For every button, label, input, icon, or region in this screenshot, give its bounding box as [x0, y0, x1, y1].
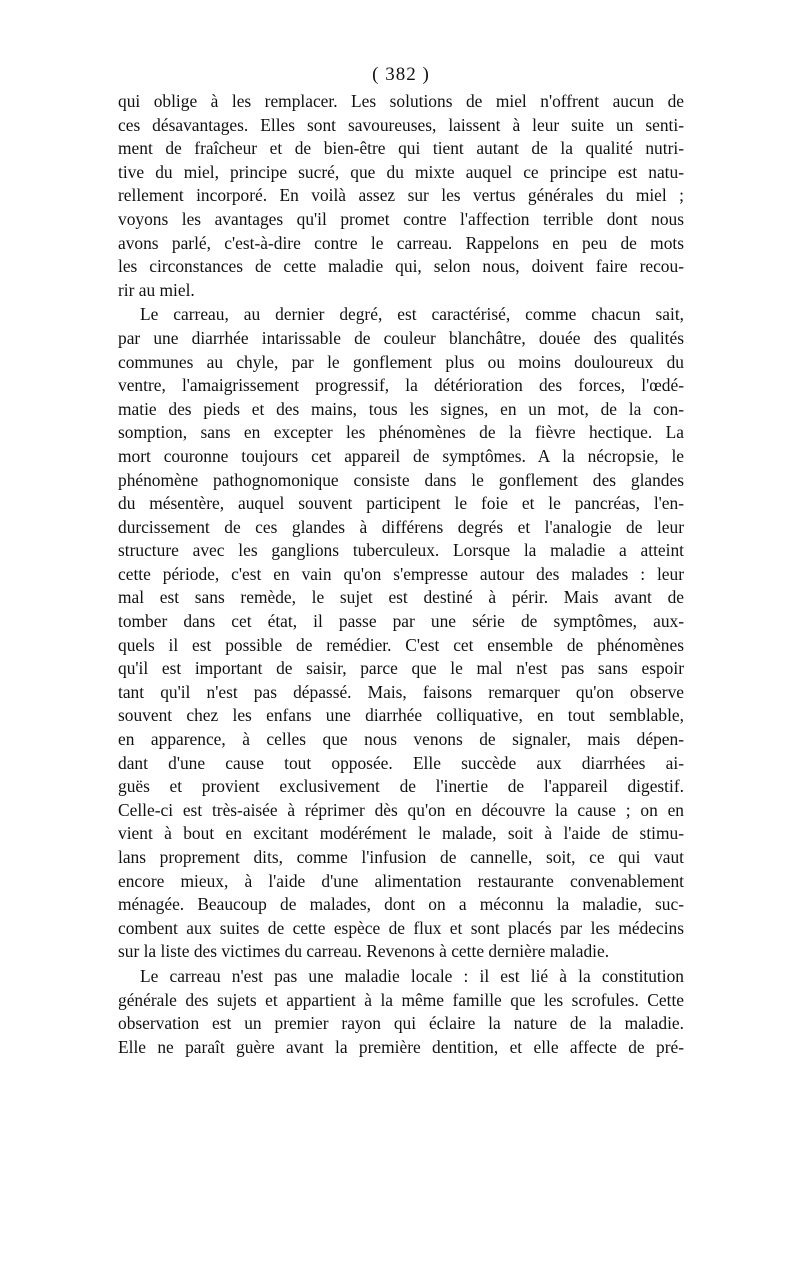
text-line: rir au miel. [118, 279, 195, 300]
text-line: tive du miel, principe sucré, que du mixte auquel ce principe est natu- [118, 161, 684, 182]
text-line: rellement incorporé. En voilà assez sur les vertus générales du miel ; [118, 185, 684, 206]
text-line: quels il est possible de remédier. C'est cet ensemble de phénomènes [118, 634, 684, 655]
text-line: tant qu'il n'est pas dépassé. Mais, faisons remarquer qu'on observe [118, 681, 684, 702]
text-line: qu'il est important de saisir, parce que le mal n'est pas sans espoir [118, 658, 684, 679]
paragraph-2 [118, 303, 684, 964]
text-line: combent aux suites de cette espèce de flux et sont placés par les médecins [118, 917, 684, 938]
text-line: structure avec les ganglions tuberculeux. Lorsque la maladie a atteint [118, 540, 684, 561]
text-line: tomber dans cet état, il passe par une série de symptômes, aux- [118, 611, 684, 632]
text-line: par une diarrhée intarissable de couleur blanchâtre, douée des qualités [118, 327, 684, 348]
text-line: cette période, c'est en vain qu'on s'empresse autour des malades : leur [118, 563, 684, 584]
text-line: somption, sans en excepter les phénomènes de la fièvre hectique. La [118, 422, 684, 443]
text-line: communes au chyle, par le gonflement plus ou moins douloureux du [118, 351, 684, 372]
text-line: phénomène pathognomonique consiste dans le gonflement des glandes [118, 469, 684, 490]
text-line: souvent chez les enfans une diarrhée colliquative, en tout semblable, [118, 705, 684, 726]
text-line: mal est sans remède, le sujet est destiné à périr. Mais avant de [118, 587, 684, 608]
text-line: ment de fraîcheur et de bien-être qui tient autant de la qualité nutri- [118, 138, 684, 159]
text-line: Le carreau, au dernier degré, est caractérisé, comme chacun sait, [140, 304, 684, 325]
text-line: observation est un premier rayon qui éclaire la nature de la maladie. [118, 1013, 684, 1034]
text-line: les circonstances de cette maladie qui, selon nous, doivent faire recou- [118, 256, 684, 277]
book-page [118, 62, 684, 1059]
paragraph-1 [118, 90, 684, 302]
text-line: Elle ne paraît guère avant la première dentition, et elle affecte de pré- [118, 1036, 684, 1057]
text-line: voyons les avantages qu'il promet contre l'affection terrible dont nous [118, 208, 684, 229]
text-line: avons parlé, c'est-à-dire contre le carreau. Rappelons en peu de mots [118, 232, 684, 253]
text-line: sur la liste des victimes du carreau. Revenons à cette dernière maladie. [118, 941, 610, 962]
text-line: vient à bout en excitant modérément le malade, soit à l'aide de stimu- [118, 823, 684, 844]
text-line: générale des sujets et appartient à la même famille que les scrofules. Cette [118, 989, 684, 1010]
text-line: du mésentère, auquel souvent participent le foie et le pancréas, l'en- [118, 493, 684, 514]
text-line: dant d'une cause tout opposée. Elle succède aux diarrhées ai- [118, 752, 684, 773]
text-line: qui oblige à les remplacer. Les solutions de miel n'offrent aucun de [118, 91, 684, 111]
text-line: encore mieux, à l'aide d'une alimentation restaurante convenablement [118, 870, 684, 891]
text-line: matie des pieds et des mains, tous les signes, en un mot, de la con- [118, 398, 684, 419]
text-line: ventre, l'amaigrissement progressif, la détérioration des forces, l'œdé- [118, 375, 684, 396]
text-line: guës et provient exclusivement de l'inertie de l'appareil digestif. [118, 776, 684, 797]
paragraph-3 [118, 965, 684, 1059]
text-line: durcissement de ces glandes à différens degrés et l'analogie de leur [118, 516, 684, 537]
text-line: ménagée. Beaucoup de malades, dont on a méconnu la maladie, suc- [118, 894, 684, 915]
page-number: ( 382 ) [372, 64, 430, 85]
text-line: en apparence, à celles que nous venons de signaler, mais dépen- [118, 729, 684, 750]
text-line: lans proprement dits, comme l'infusion de cannelle, soit, ce qui vaut [118, 847, 684, 867]
text-line: Le carreau n'est pas une maladie locale : il est lié à la constitution [140, 965, 684, 986]
text-line: mort couronne toujours cet appareil de symptômes. A la nécropsie, le [118, 445, 684, 466]
text-line: Celle-ci est très-aisée à réprimer dès qu'on en découvre la cause ; on en [118, 799, 684, 820]
text-line: ces désavantages. Elles sont savoureuses, laissent à leur suite un senti- [118, 114, 684, 135]
